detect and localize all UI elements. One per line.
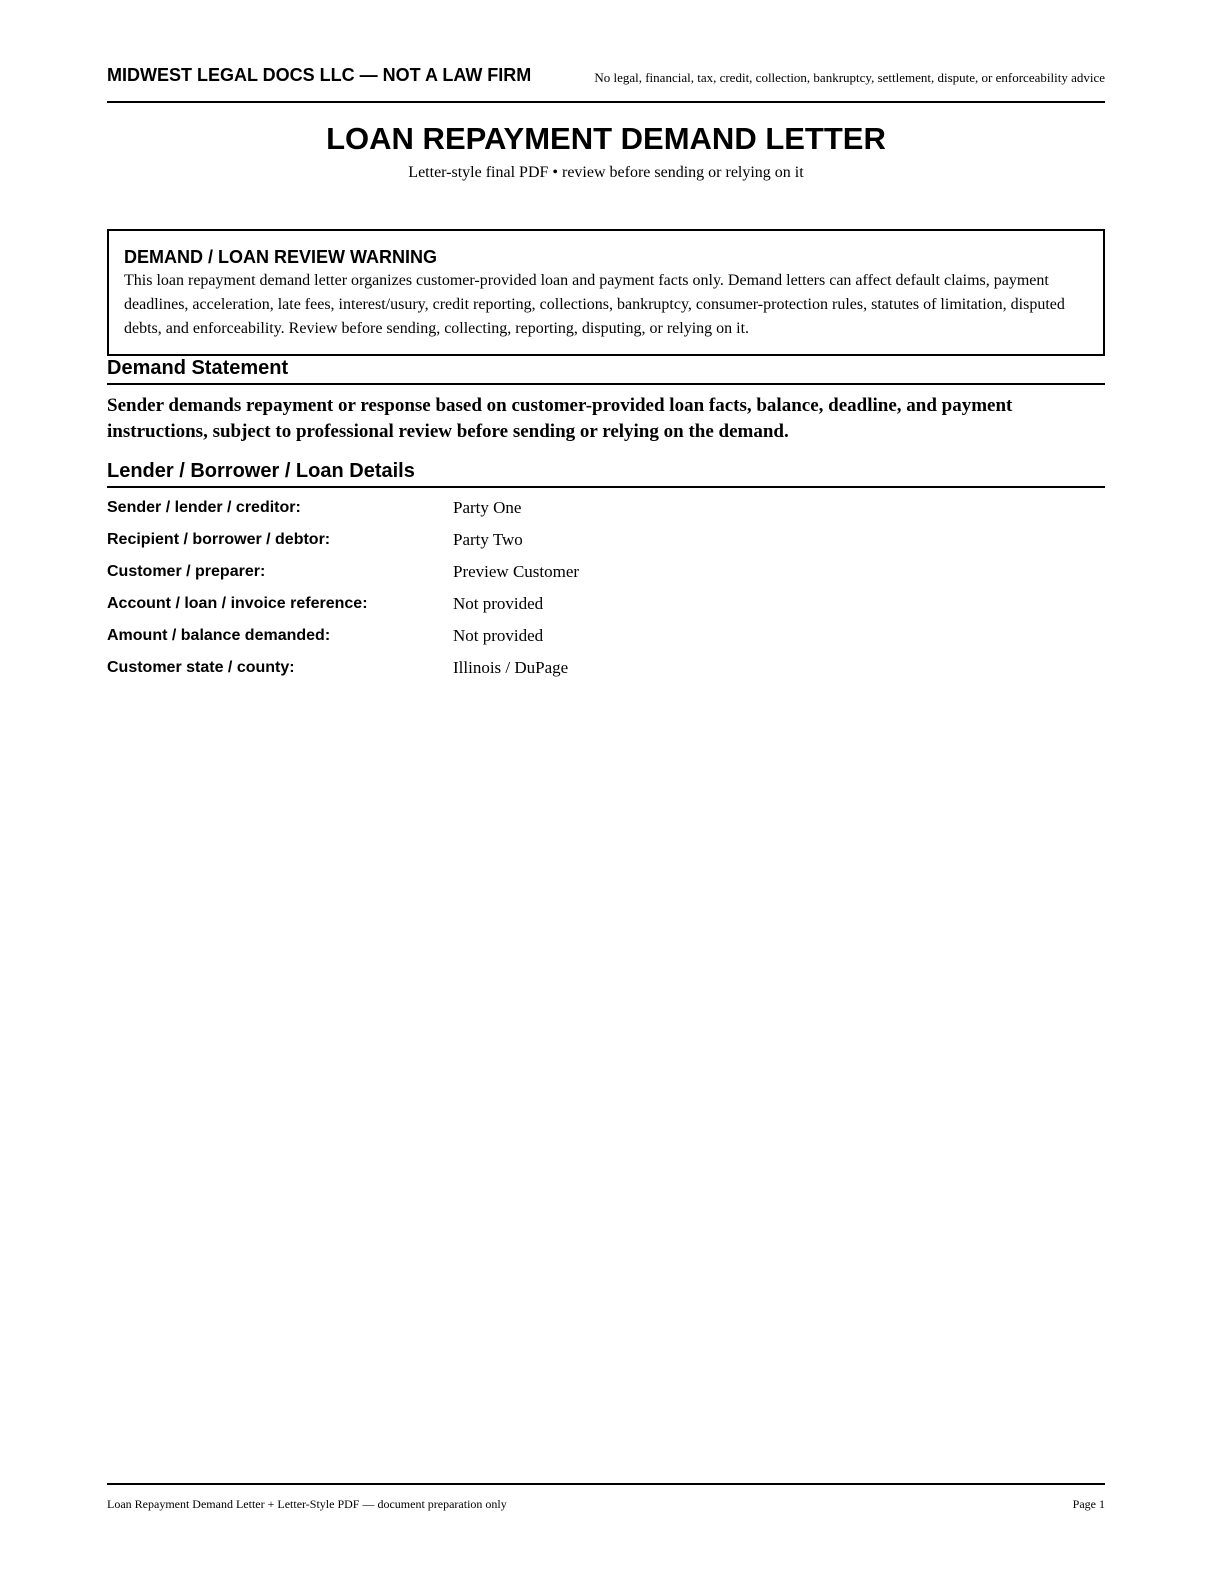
footer-document-note: Loan Repayment Demand Letter + Letter-Style PDF — document preparation only xyxy=(107,1497,507,1511)
header-divider xyxy=(107,101,1105,103)
detail-label: Customer / preparer: xyxy=(107,563,266,580)
firm-name: MIDWEST LEGAL DOCS LLC — NOT A LAW FIRM xyxy=(107,65,532,85)
footer-divider xyxy=(107,1483,1105,1485)
detail-label: Customer state / county: xyxy=(107,659,295,676)
detail-value: Not provided xyxy=(453,626,544,645)
header-disclaimer: No legal, financial, tax, credit, collection, bankruptcy, settlement, dispute, or enforceability advice xyxy=(594,70,1105,85)
loan-details-heading: Lender / Borrower / Loan Details xyxy=(107,458,1105,488)
detail-label: Amount / balance demanded: xyxy=(107,627,331,644)
detail-label: Recipient / borrower / debtor: xyxy=(107,531,331,548)
document-page xyxy=(107,0,1105,1584)
page-header xyxy=(107,64,1105,88)
warning-text: This loan repayment demand letter organizes customer-provided loan and payment facts only. Demand letters can affect default claims, payment deadlines, acceleration, late fees, interest/usury, credit reporting, collections, bankruptcy, consumer-protection rules, statutes of limitation, disputed debts, and enforceability. Review before sending, collecting, reporting, disputing, or relying on it. xyxy=(124,272,1065,337)
demand-statement-heading: Demand Statement xyxy=(107,355,1105,385)
detail-label: Sender / lender / creditor: xyxy=(107,499,301,516)
review-warning-box xyxy=(107,229,1105,356)
loan-details-list xyxy=(107,496,1105,688)
page-number: Page 1 xyxy=(1072,1497,1105,1511)
detail-label: Account / loan / invoice reference: xyxy=(107,595,368,612)
detail-row-recipient xyxy=(107,528,1105,560)
detail-row-state-county xyxy=(107,656,1105,688)
detail-row-account xyxy=(107,592,1105,624)
detail-value: Illinois / DuPage xyxy=(453,658,569,677)
document-title: LOAN REPAYMENT DEMAND LETTER xyxy=(326,121,886,156)
detail-value: Party Two xyxy=(453,530,523,549)
detail-row-amount xyxy=(107,624,1105,656)
detail-value: Party One xyxy=(453,498,522,517)
document-subtitle: Letter-style final PDF • review before sending or relying on it xyxy=(408,164,804,181)
detail-value: Preview Customer xyxy=(453,562,580,581)
demand-statement-text: Sender demands repayment or response based on customer-provided loan facts, balance, deadline, and payment instructions, subject to professional review before sending or relying on the demand. xyxy=(107,395,1013,442)
detail-row-sender xyxy=(107,496,1105,528)
detail-row-customer xyxy=(107,560,1105,592)
warning-title: DEMAND / LOAN REVIEW WARNING xyxy=(124,247,437,267)
detail-value: Not provided xyxy=(453,594,544,613)
